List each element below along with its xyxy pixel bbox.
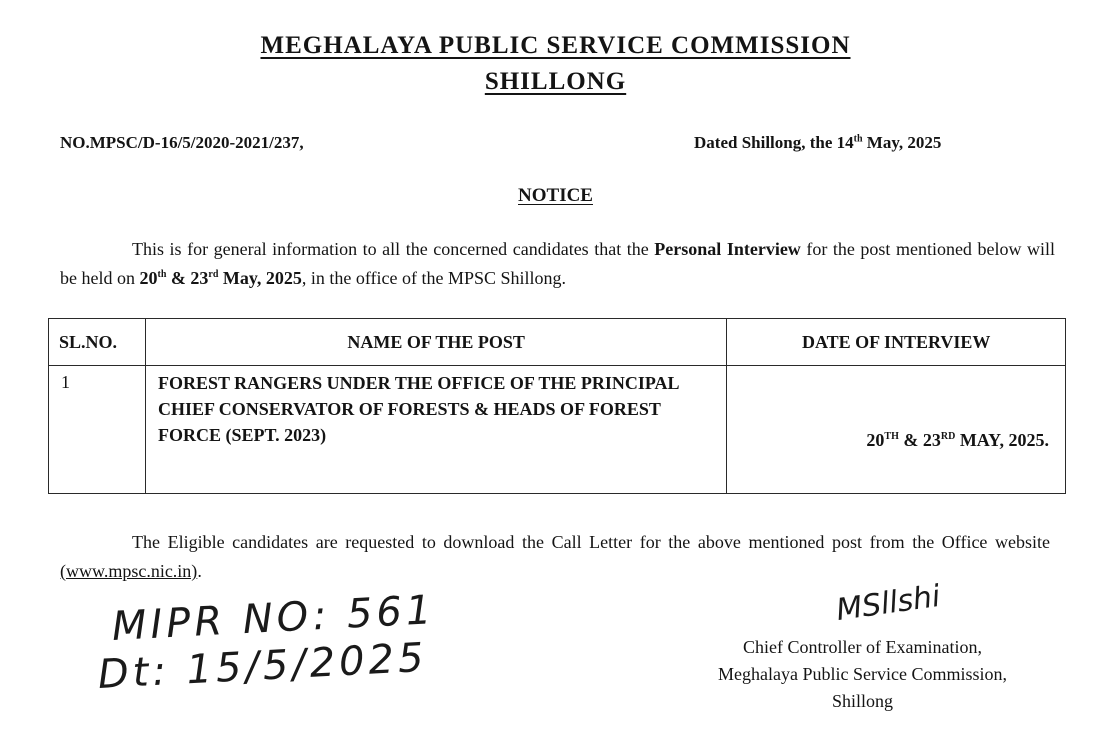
dated-sup: th [853, 133, 863, 145]
website-link[interactable]: (www.mpsc.nic.in) [60, 561, 198, 581]
para1-date1-sup: th [157, 269, 167, 280]
signatory-place: Shillong [831, 691, 893, 711]
notice-heading: NOTICE [518, 185, 593, 206]
cell-interview-date [727, 366, 1066, 494]
para1-date1: 20 [139, 268, 158, 288]
handwritten-date: Dt: 15/5/2025 [96, 634, 429, 698]
cell-sl-no: 1 [49, 366, 146, 494]
dated-line [694, 133, 941, 153]
header-interview-date: DATE OF INTERVIEW [727, 319, 1066, 366]
cell-post-name: FOREST RANGERS UNDER THE OFFICE OF THE PRINCIPAL CHIEF CONSERVATOR OF FORESTS & HEADS OF FOREST FORCE (SEPT. 2023) [145, 366, 726, 494]
interview-table [48, 318, 1066, 494]
para1-intro: This is for general information to all the concerned candidates that the [132, 239, 655, 259]
handwritten-mipr-number: MIPR NO: 561 [110, 587, 437, 650]
date-a: 20 [866, 429, 885, 450]
date-b: 23 [922, 429, 941, 450]
para1-date-tail: May, 2025 [218, 268, 302, 288]
para1-date2-sup: rd [208, 269, 219, 280]
reference-number: NO.MPSC/D-16/5/2020-2021/237, [60, 133, 304, 152]
notice-paragraph-1 [60, 235, 1055, 293]
date-tail: MAY, 2025. [955, 429, 1049, 450]
date-amp: & [898, 429, 923, 450]
para2-end: . [197, 561, 202, 581]
signatory-organization: Meghalaya Public Service Commission, [718, 664, 1007, 684]
para2-text: The Eligible candidates are requested to download the Call Letter for the above mentioned post from the Office website [132, 532, 1050, 552]
para1-date2: 23 [190, 268, 209, 288]
city-title: SHILLONG [484, 68, 627, 95]
signature-scribble: MSllshi [834, 578, 943, 629]
date-a-sup: TH [884, 430, 899, 442]
para1-middle: for the post mentioned below will be held on [60, 239, 1056, 288]
table-row [49, 366, 1066, 494]
para1-amp: & [166, 268, 191, 288]
notice-paragraph-2 [60, 528, 1050, 586]
signature-block [670, 634, 1055, 715]
para1-dates [139, 268, 301, 288]
dated-suffix: May, 2025 [862, 133, 942, 152]
para1-bold-term: Personal Interview [654, 239, 801, 259]
signatory-designation: Chief Controller of Examination, [743, 637, 982, 657]
date-b-sup: RD [940, 430, 956, 442]
para1-end: , in the office of the MPSC Shillong. [301, 268, 567, 288]
header-sl-no: SL.NO. [49, 319, 146, 366]
header-post-name: NAME OF THE POST [145, 319, 726, 366]
organization-title: MEGHALAYA PUBLIC SERVICE COMMISSION [260, 32, 851, 59]
table-header-row [49, 319, 1066, 366]
dated-prefix: Dated Shillong, the 14 [694, 133, 854, 152]
